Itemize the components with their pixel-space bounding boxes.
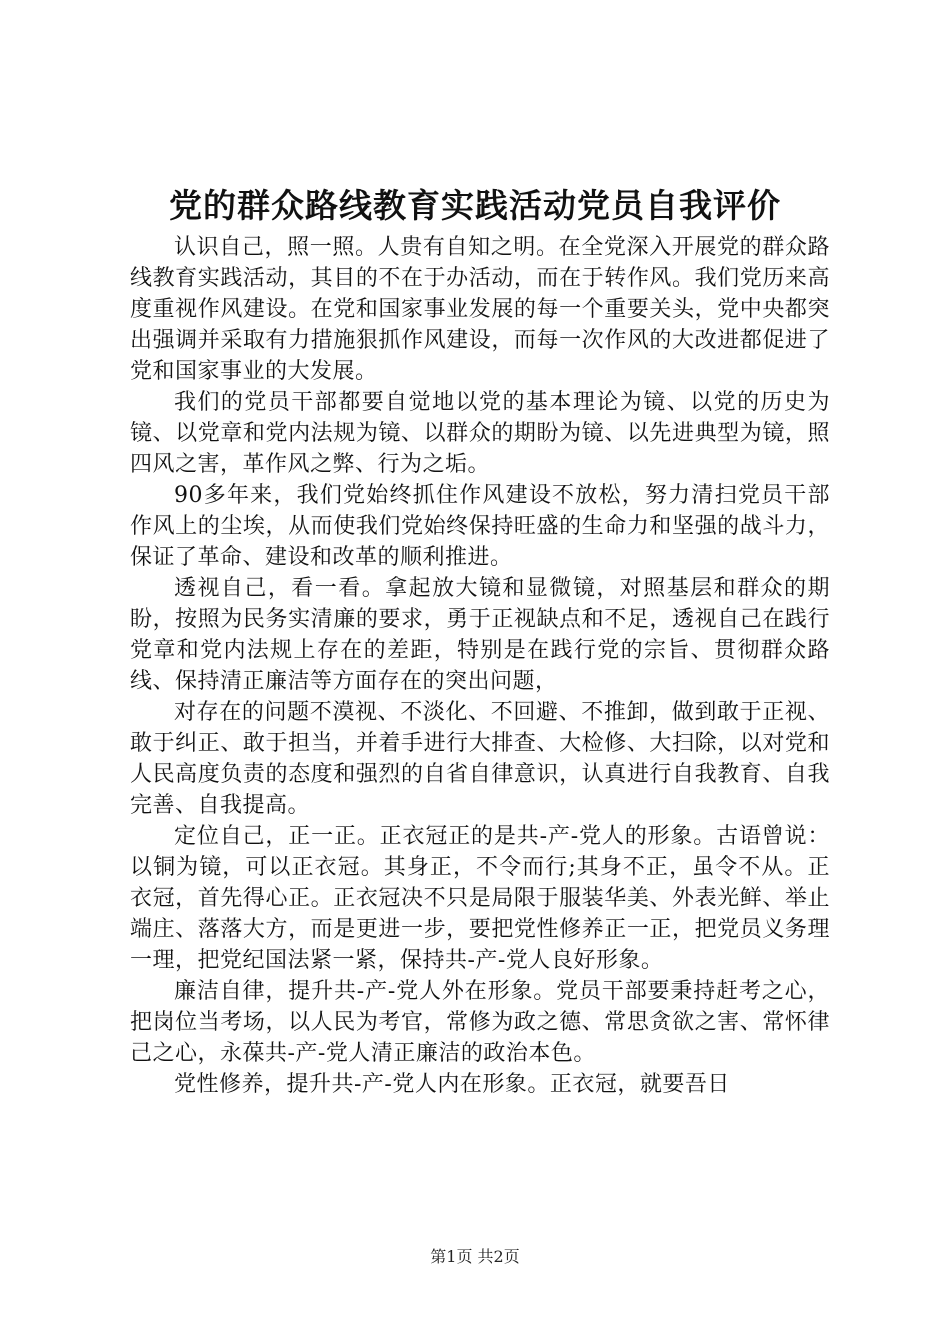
paragraph: 廉洁自律，提升共-产-党人外在形象。党员干部要秉持赶考之心，把岗位当考场，以人民为考官，常修为政之德、常思贪欲之害、常怀律己之心，永葆共-产-党人清正廉洁的政治本色。 [130,979,830,1066]
document-title: 党的群众路线教育实践活动党员自我评价 [169,186,781,225]
paragraph: 党性修养，提升共-产-党人内在形象。正衣冠，就要吾日 [174,1072,730,1097]
paragraph: 90多年来，我们党始终抓住作风建设不放松，努力清扫党员干部作风上的尘埃，从而使我们党始终保持旺盛的生命力和坚强的战斗力，保证了革命、建设和改革的顺利推进。 [130,483,830,570]
paragraph: 定位自己，正一正。正衣冠正的是共-产-党人的形象。古语曾说：以铜为镜，可以正衣冠。其身正，不令而行;其身不正，虽令不从。正衣冠，首先得心正。正衣冠决不只是局限于服装华美、外表光鲜、举止端庄、落落大方，而是更进一步，要把党性修养正一正，把党员义务理一理，把党纪国法紧一紧，保持共-产-党人良好形象。 [130,824,830,973]
paragraph: 我们的党员干部都要自觉地以党的基本理论为镜、以党的历史为镜、以党章和党内法规为镜、以群众的期盼为镜、以先进典型为镜，照四风之害，革作风之弊、行为之垢。 [130,390,830,477]
paragraph: 透视自己，看一看。拿起放大镜和显微镜，对照基层和群众的期盼，按照为民务实清廉的要求，勇于正视缺点和不足，透视自己在践行党章和党内法规上存在的差距，特别是在践行党的宗旨、贯彻群众路线、保持清正廉洁等方面存在的突出问题， [130,576,830,694]
document-body [130,232,830,1100]
paragraph: 对存在的问题不漠视、不淡化、不回避、不推卸，做到敢于正视、敢于纠正、敢于担当，并着手进行大排查、大检修、大扫除，以对党和人民高度负责的态度和强烈的自省自律意识，认真进行自我教育、自我完善、自我提高。 [130,700,830,818]
page-number: 第1页 共2页 [430,1247,520,1266]
paragraph: 认识自己，照一照。人贵有自知之明。在全党深入开展党的群众路线教育实践活动，其目的不在于办活动，而在于转作风。我们党历来高度重视作风建设。在党和国家事业发展的每一个重要关头，党中央都突出强调并采取有力措施狠抓作风建设，而每一次作风的大改进都促进了党和国家事业的大发展。 [130,235,830,384]
